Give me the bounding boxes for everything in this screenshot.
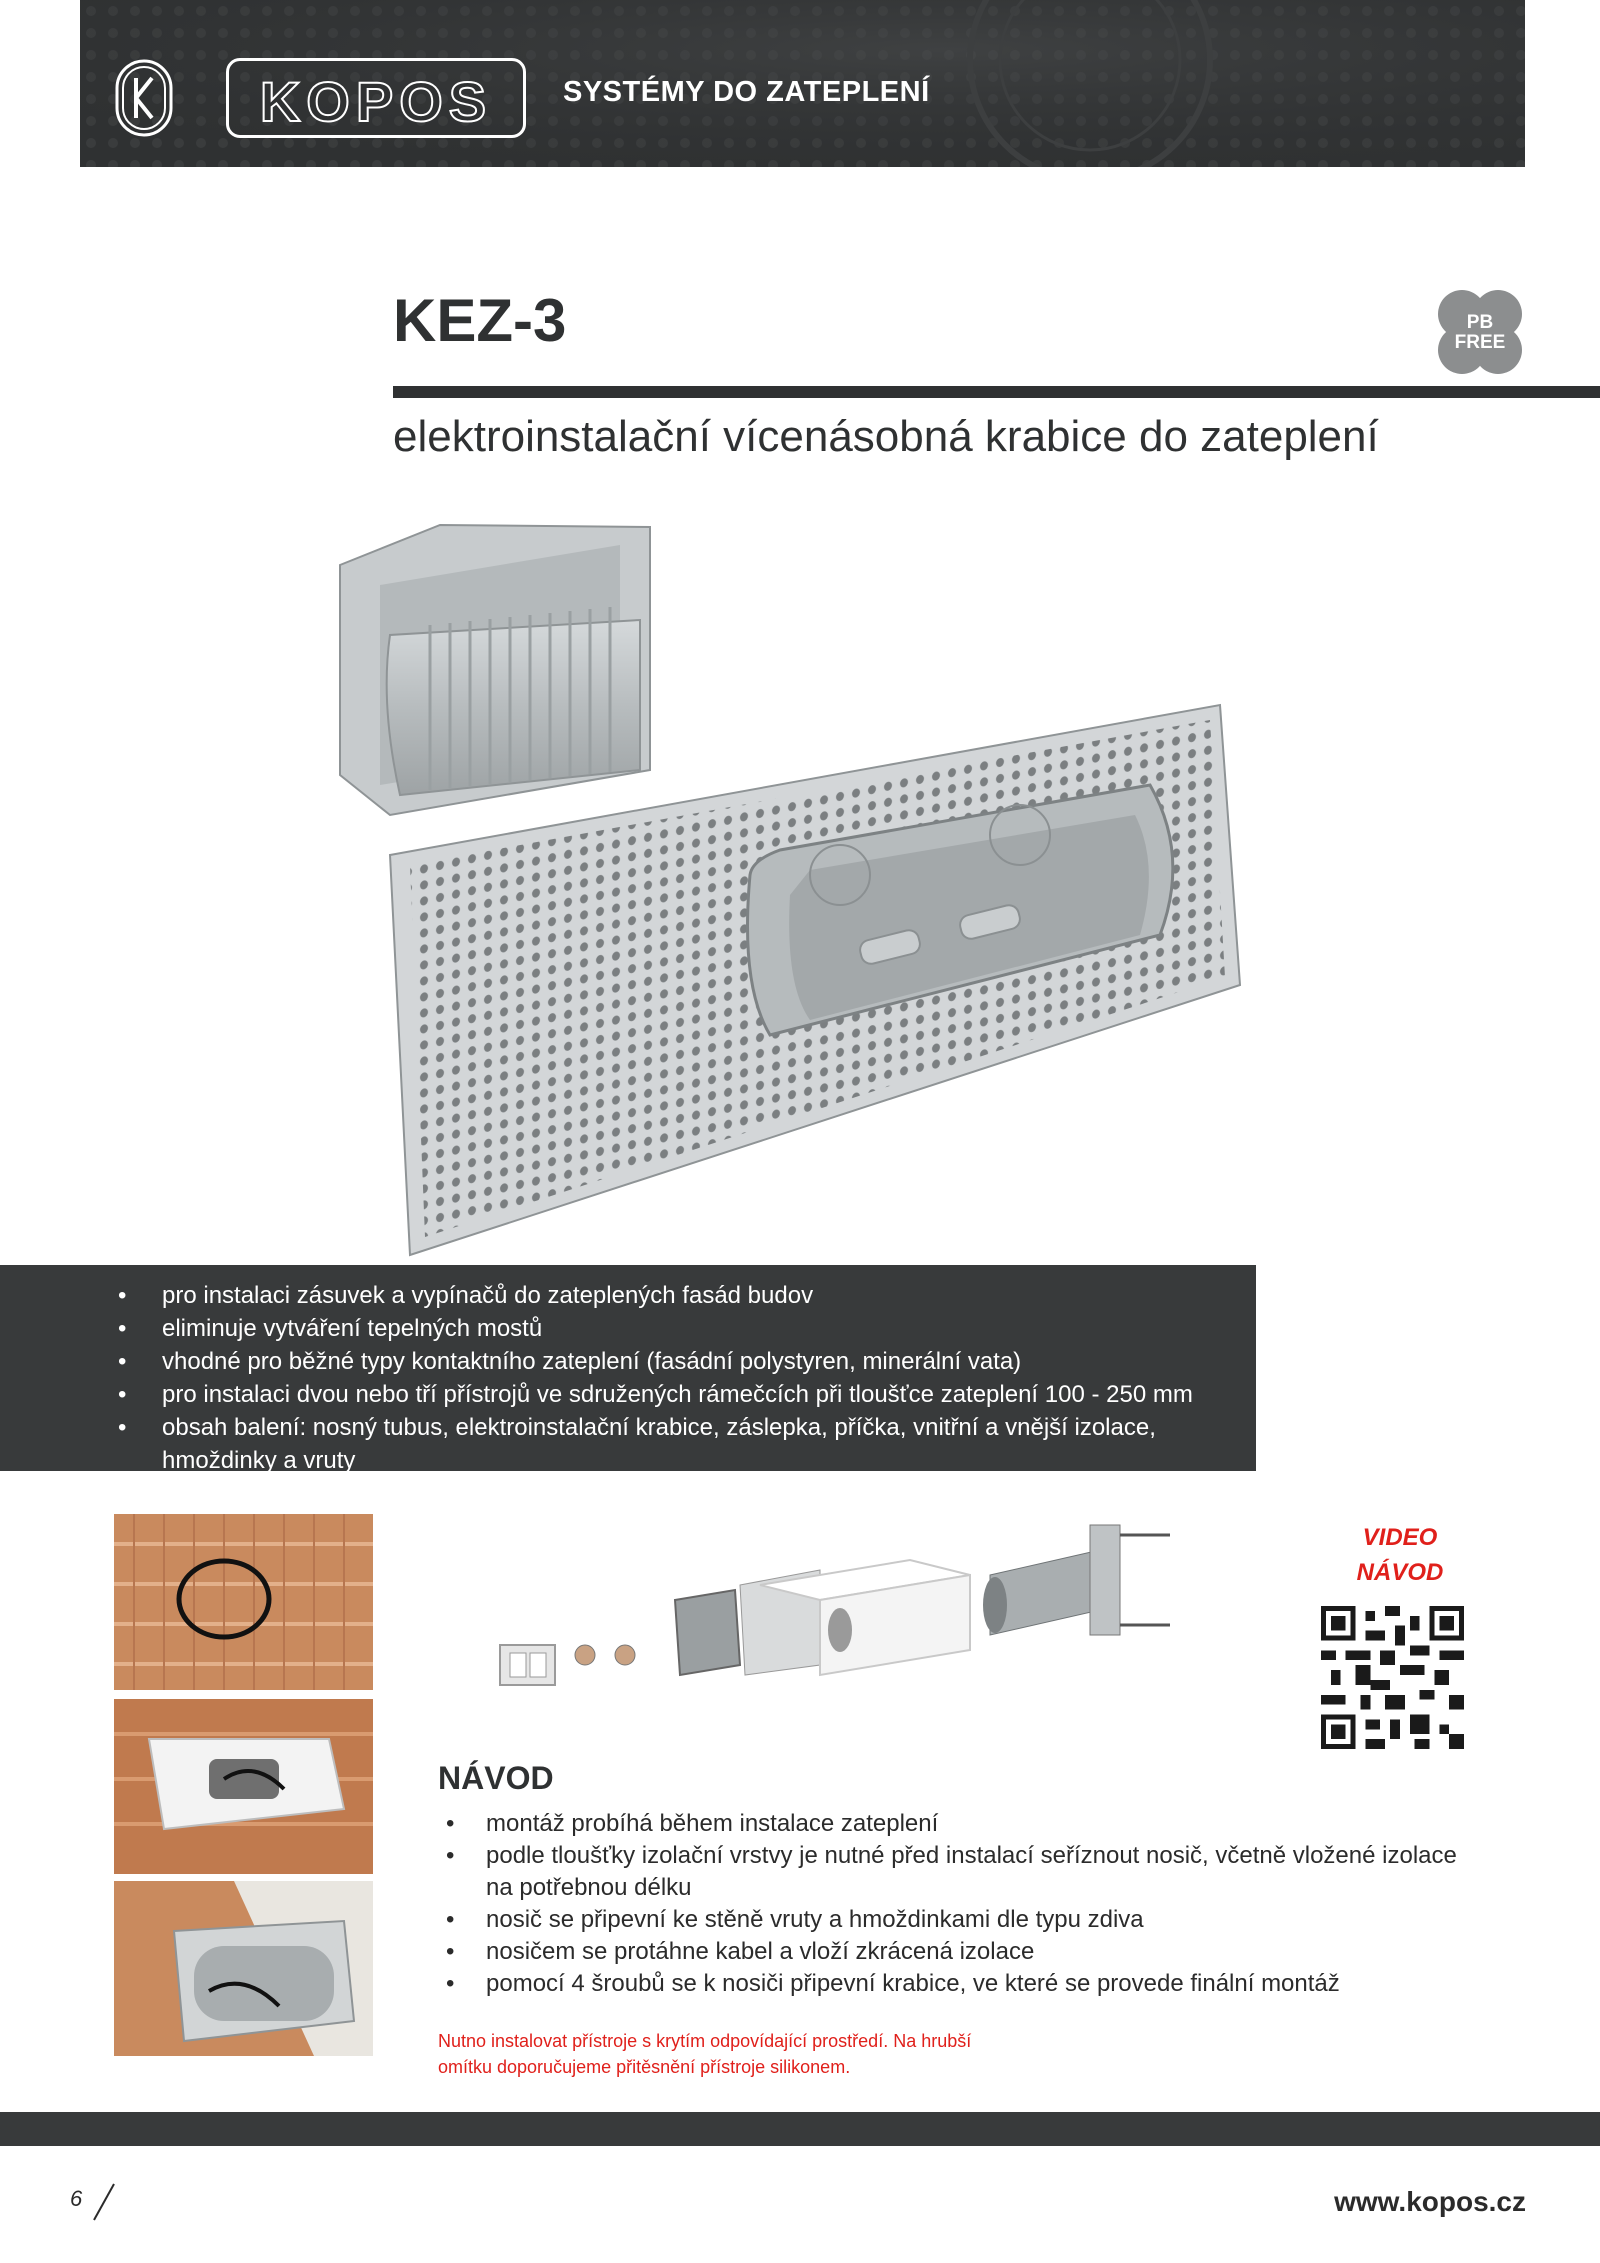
photo-wall-cable (114, 1514, 373, 1690)
bullet-icon: • (118, 1381, 127, 1408)
bullet-icon: • (118, 1348, 127, 1375)
section-title: SYSTÉMY DO ZATEPLENÍ (563, 76, 930, 108)
header-banner (80, 0, 1525, 167)
instructions-block (438, 1808, 1518, 2000)
instruction-text: nosičem se protáhne kabel a vloží zkrácená izolace (486, 1938, 1035, 1965)
clover-icon (1432, 284, 1528, 380)
feature-text: hmoždinky a vruty (162, 1447, 356, 1474)
installation-warning (438, 2028, 1078, 2080)
feature-text: pro instalaci dvou nebo tří přístrojů ve sdružených rámečcích při tloušťce zateplení 100 - 250 mm (162, 1381, 1193, 1408)
instructions-list (438, 1808, 1518, 2000)
features-list (0, 1265, 1256, 1477)
feature-item (0, 1279, 1256, 1312)
photo-wall-carrier (114, 1699, 373, 1874)
feature-item (0, 1312, 1256, 1345)
bullet-icon: • (446, 1906, 455, 1933)
feature-text: obsah balení: nosný tubus, elektroinstalační krabice, záslepka, příčka, vnitřní a vnější izolace, (162, 1414, 1156, 1441)
slash-divider-icon (92, 2182, 116, 2222)
video-label-line1: VIDEO (1362, 1524, 1438, 1551)
instruction-item (438, 1936, 1518, 1968)
assembly-illustration (490, 1515, 1180, 1695)
bullet-icon: • (446, 1810, 455, 1837)
bullet-icon: • (118, 1282, 127, 1309)
warning-line-2: omítku doporučujeme přitěsnění přístroje silikonem. (438, 2057, 851, 2077)
photo-wall-box (114, 1881, 373, 2056)
video-label-line2: NÁVOD (1356, 1559, 1444, 1586)
bullet-icon: • (446, 1938, 455, 1965)
feature-text: pro instalaci zásuvek a vypínačů do zateplených fasád budov (162, 1282, 814, 1309)
bullet-icon: • (446, 1842, 455, 1869)
warning-line-1: Nutno instalovat přístroje s krytím odpovídající prostředí. Na hrubší (438, 2031, 972, 2051)
instruction-text: podle tloušťky izolační vrstvy je nutné před instalací seříznout nosič, včetně vložené izolace (486, 1842, 1457, 1869)
instruction-text: na potřebnou délku (486, 1874, 692, 1901)
bullet-icon: • (118, 1414, 127, 1441)
website-link[interactable]: www.kopos.cz (1334, 2186, 1526, 2217)
feature-text: eliminuje vytváření tepelných mostů (162, 1315, 543, 1342)
kopos-logo-wordmark (226, 58, 526, 138)
product-code: KEZ-3 (393, 287, 567, 354)
feature-item (0, 1411, 1256, 1444)
badge-line-2: FREE (1454, 332, 1506, 353)
instruction-item (438, 1904, 1518, 1936)
product-image (320, 515, 1260, 1260)
badge-line-1: PB (1466, 312, 1494, 333)
instructions-heading: NÁVOD (438, 1760, 554, 1796)
feature-item (0, 1378, 1256, 1411)
qr-code[interactable] (1321, 1606, 1464, 1749)
instruction-item (438, 1808, 1518, 1840)
instruction-item (438, 1840, 1518, 1872)
instruction-text: pomocí 4 šroubů se k nosiči připevní krabice, ve které se provede finální montáž (486, 1970, 1340, 1997)
feature-item (0, 1345, 1256, 1378)
title-divider (393, 386, 1600, 398)
instruction-item (438, 1968, 1518, 2000)
feature-text: vhodné pro běžné typy kontaktního zateplení (fasádní polystyren, minerální vata) (162, 1348, 1022, 1375)
bullet-icon: • (118, 1315, 127, 1342)
instruction-item-continuation (438, 1872, 1518, 1904)
instruction-text: montáž probíhá během instalace zateplení (486, 1810, 939, 1837)
features-bar (0, 1265, 1256, 1474)
footer-bar (0, 2112, 1600, 2146)
pb-free-badge (1432, 284, 1528, 380)
page-number: 6 (70, 2186, 83, 2211)
bullet-icon: • (446, 1970, 455, 1997)
kopos-logo-icon (114, 58, 174, 138)
instruction-text: nosič se připevní ke stěně vruty a hmoždinkami dle typu zdiva (486, 1906, 1144, 1933)
video-navod-label[interactable] (1340, 1520, 1460, 1590)
product-subtitle: elektroinstalační vícenásobná krabice do zateplení (393, 412, 1379, 461)
feature-item-continuation (0, 1444, 1256, 1477)
brand-name: KOPOS (259, 70, 493, 133)
